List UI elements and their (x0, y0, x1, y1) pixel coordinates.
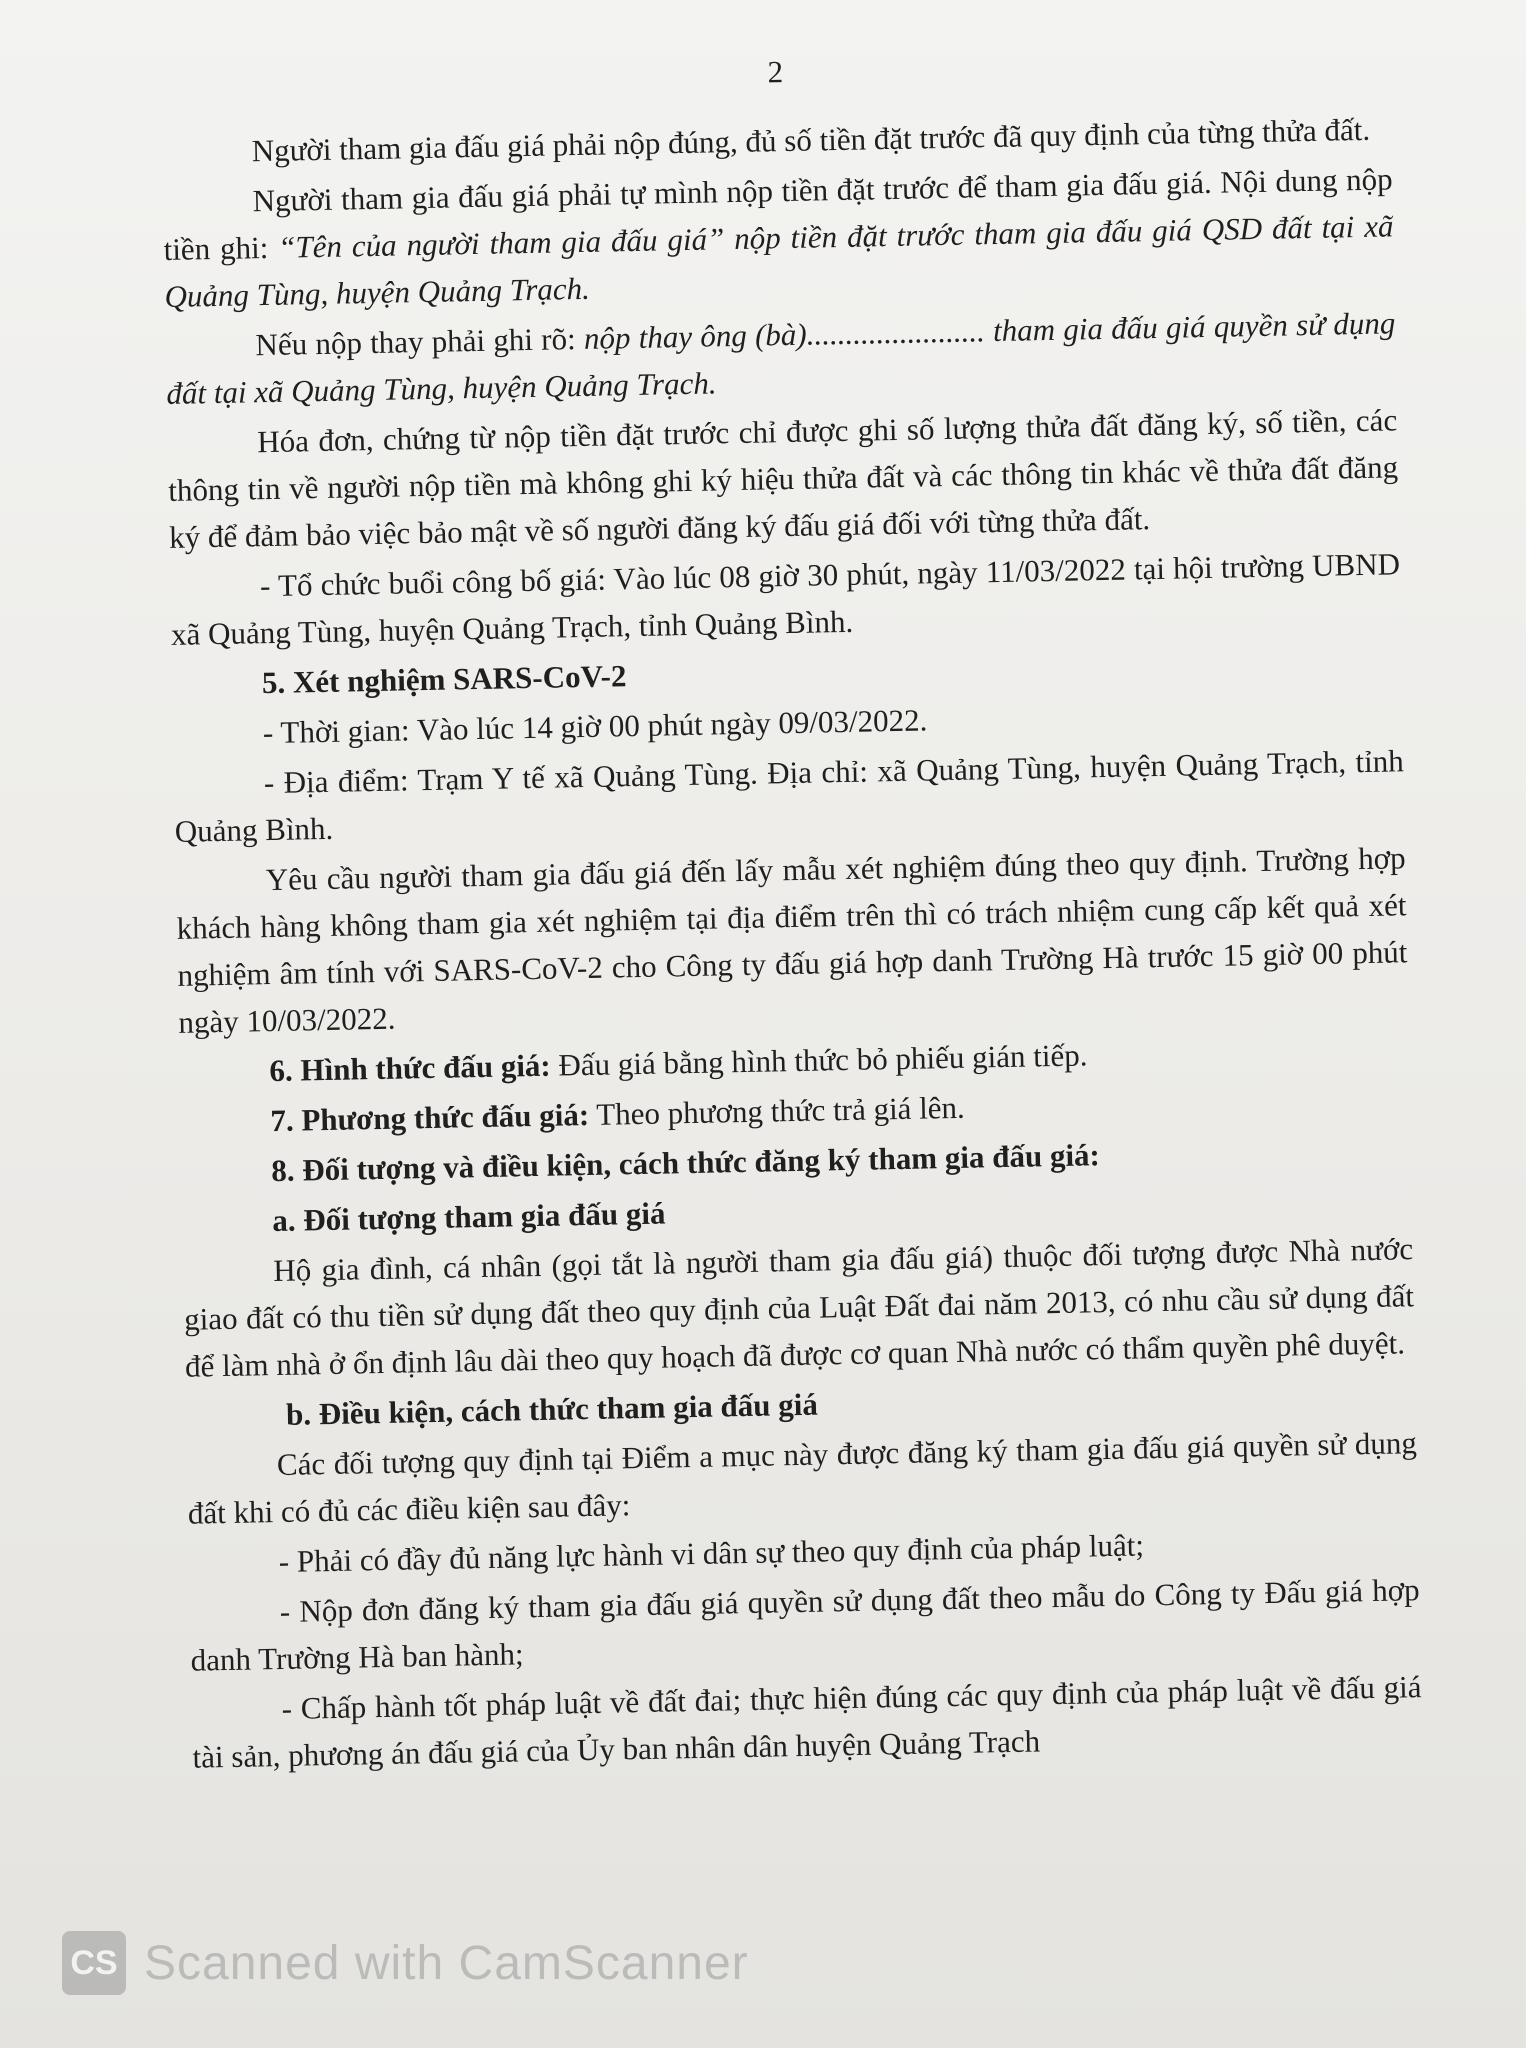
paragraph-conditions: Các đối tượng quy định tại Điểm a mục này được đăng ký tham gia đấu giá quyền sử dụng đất khi có đủ các điều kiện sau đây: (187, 1425, 1418, 1531)
paragraph-law-compliance: - Chấp hành tốt pháp luật về đất đai; thực hiện đúng các quy định của pháp luật về đấu giá tài sản, phương án đấu giá của Ủy ban nhân dân huyện Quảng Trạch (192, 1669, 1422, 1775)
paragraph-test-time: - Thời gian: Vào lúc 14 giờ 00 phút ngày 09/03/2022. (262, 702, 928, 751)
heading-eligibility: 8. Đối tượng và điều kiện, cách thức đăng ký tham gia đấu giá: (271, 1137, 1101, 1189)
proxy-payment-text: Nếu nộp thay phải ghi rõ: (255, 320, 585, 363)
paragraph-deposit-content (162, 155, 1394, 320)
paragraph-civil-capacity: - Phải có đầy đủ năng lực hành vi dân sự theo quy định của pháp luật; (278, 1527, 1145, 1579)
paragraph-test-requirement: Yêu cầu người tham gia đấu giá đến lấy mẫu xét nghiệm đúng theo quy định. Trường hợp khách hàng không tham gia xét nghiệm tại địa điểm trên thì có trách nhiệm cung cấp kết quả xét nghiệm âm tính với SARS-CoV-2 cho Công ty đấu giá hợp danh Trường Hà trước 15 giờ 00 phút ngày 10/03/2022. (176, 840, 1408, 1040)
watermark-text: Scanned with CamScanner (144, 1936, 749, 1990)
heading-conditions: b. Điều kiện, cách thức tham gia đấu giá (285, 1386, 819, 1432)
deposit-content-text: Người tham gia đấu giá phải tự mình nộp tiền đặt trước để tham gia đấu giá. Nội dung nộp tiền ghi: (163, 161, 1393, 267)
camscanner-logo-icon: CS (62, 1931, 126, 1995)
auction-form-text: Đấu giá bằng hình thức bỏ phiếu gián tiếp. (550, 1037, 1088, 1083)
page-number: 2 (767, 54, 784, 90)
paragraph-price-announcement: - Tổ chức buổi công bố giá: Vào lúc 08 giờ 30 phút, ngày 11/03/2022 tại hội trường UBND xã Quảng Tùng, huyện Quảng Trạch, tỉnh Quảng Bình. (170, 546, 1401, 652)
heading-participants: a. Đối tượng tham gia đấu giá (271, 1195, 666, 1239)
camscanner-watermark (62, 1928, 749, 1998)
paragraph-invoice: Hóa đơn, chứng từ nộp tiền đặt trước chỉ được ghi số lượng thửa đất đăng ký, số tiền, các thông tin về người nộp tiền mà không ghi ký hiệu thửa đất và các thông tin khác về thửa đất đăng ký để đảm bảo việc bảo mật về số người đăng ký đấu giá đối với từng thửa đất. (167, 402, 1399, 555)
heading-auction-form: 6. Hình thức đấu giá: (269, 1047, 552, 1089)
paragraph-registration-form: - Nộp đơn đăng ký tham gia đấu giá quyền sử dụng đất theo mẫu do Công ty Đấu giá hợp danh Trường Hà ban hành; (190, 1572, 1420, 1678)
heading-auction-method: 7. Phương thức đấu giá: (270, 1096, 590, 1139)
paragraph-test-location: - Địa điểm: Trạm Y tế xã Quảng Tùng. Địa chỉ: xã Quảng Tùng, huyện Quảng Trạch, tỉnh Quảng Bình. (174, 743, 1405, 849)
auction-method-text: Theo phương thức trả giá lên. (588, 1089, 966, 1132)
document-body (160, 36, 1423, 1783)
proxy-payment-italic: nộp thay ông (bà)....................... tham gia đấu giá quyền sử dụng đất tại xã Quảng Tùng, huyện Quảng Trạch. (166, 305, 1396, 411)
paragraph-deposit-amount: Người tham gia đấu giá phải nộp đúng, đủ số tiền đặt trước đã quy định của từng thửa đất. (251, 111, 1371, 169)
heading-sars-test: 5. Xét nghiệm SARS-CoV-2 (261, 658, 627, 701)
paragraph-participants: Hộ gia đình, cá nhân (gọi tắt là người tham gia đấu giá) thuộc đối tượng được Nhà nước giao đất có thu tiền sử dụng đất theo quy định của Luật Đất đai năm 2013, có nhu cầu sử dụng đất để làm nhà ở ổn định lâu dài theo quy hoạch đã được cơ quan Nhà nước có thẩm quyền phê duyệt. (183, 1231, 1415, 1384)
deposit-content-italic: “Tên của người tham gia đấu giá” nộp tiền đặt trước tham gia đấu giá QSD đất tại xã Quảng Tùng, huyện Quảng Trạch. (164, 208, 1394, 314)
